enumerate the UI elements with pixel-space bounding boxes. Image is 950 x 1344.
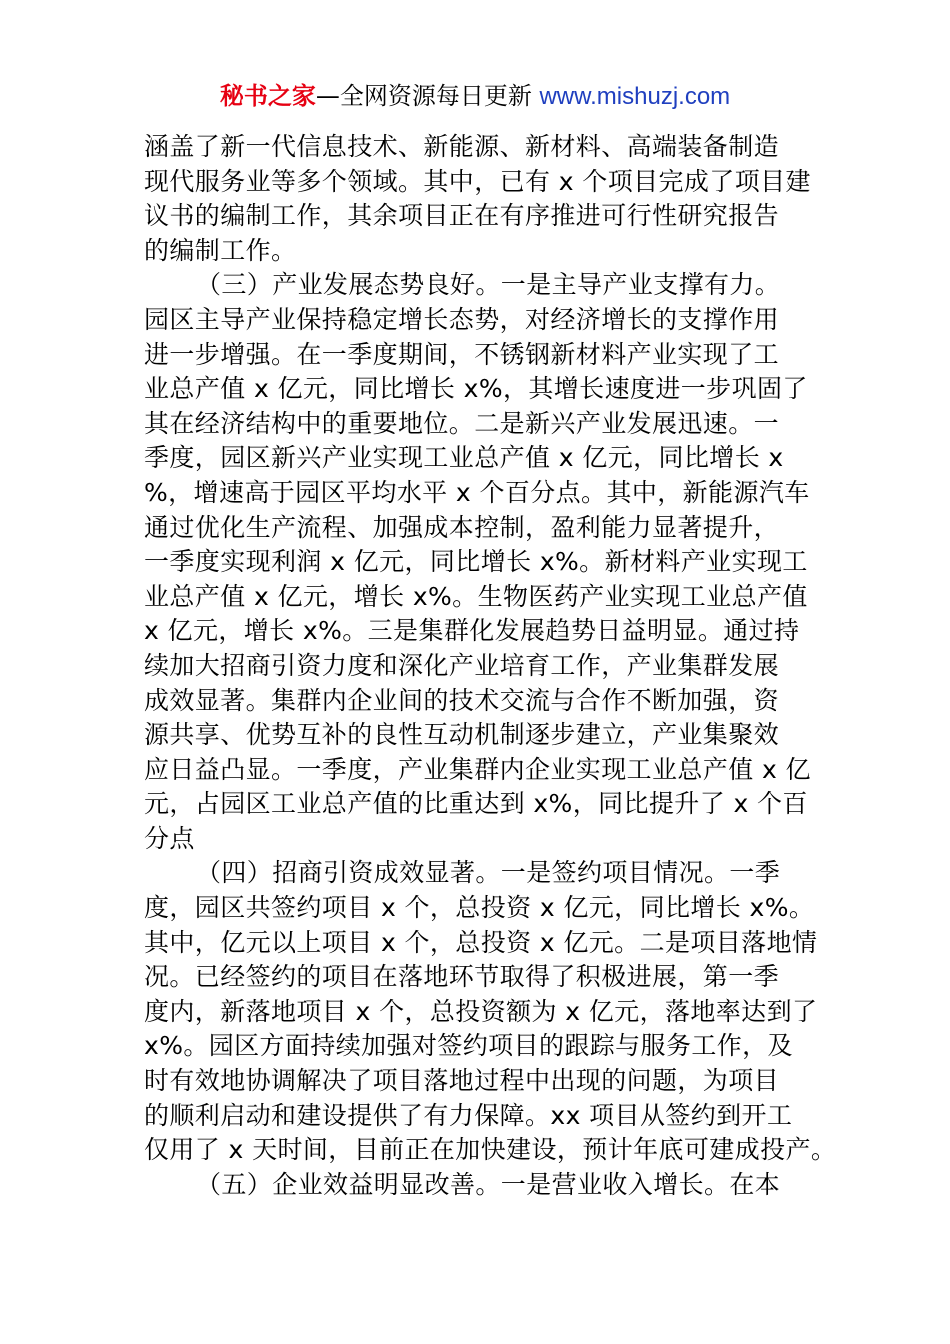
text-line: 其在经济结构中的重要地位。二是新兴产业发展迅速。一 — [144, 408, 780, 438]
site-url-link[interactable]: www.mishuzj.com — [539, 83, 731, 110]
text-line: 的顺利启动和建设提供了有力保障。xx 项目从签约到开工 — [144, 1100, 793, 1130]
section-heading-3: （三）产业发展态势良好。一是主导产业支撑有力。 — [196, 270, 781, 300]
section-heading-5: （五）企业效益明显改善。一是营业收入增长。在本 — [196, 1169, 781, 1199]
section-heading-4: （四）招商引资成效显著。一是签约项目情况。一季 — [196, 858, 781, 888]
text-line: 议书的编制工作，其余项目正在有序推进可行性研究报告 — [144, 201, 780, 231]
text-line: 季度，园区新兴产业实现工业总产值 x 亿元，同比增长 x — [144, 443, 784, 473]
site-header — [0, 80, 950, 113]
text-line: 分点 — [144, 823, 195, 853]
text-line: 通过优化生产流程、加强成本控制，盈利能力显著提升， — [144, 512, 780, 542]
text-line: 源共享、优势互补的良性互动机制逐步建立，产业集聚效 — [144, 720, 780, 750]
text-line: 时有效地协调解决了项目落地过程中出现的问题，为项目 — [144, 1066, 780, 1096]
text-line: 度内，新落地项目 x 个，总投资额为 x 亿元，落地率达到了 — [144, 996, 818, 1026]
text-line: 仅用了 x 天时间，目前正在加快建设，预计年底可建成投产。 — [144, 1135, 837, 1165]
body-text — [144, 130, 837, 1202]
text-line: 业总产值 x 亿元，同比增长 x%，其增长速度进一步巩固了 — [144, 374, 808, 404]
text-line: 现代服务业等多个领域。其中，已有 x 个项目完成了项目建 — [144, 166, 811, 196]
text-line: 应日益凸显。一季度，产业集群内企业实现工业总产值 x 亿 — [144, 754, 811, 784]
text-line: 况。已经签约的项目在落地环节取得了积极进展，第一季 — [144, 962, 780, 992]
text-line: 度，园区共签约项目 x 个，总投资 x 亿元，同比增长 x%。 — [144, 893, 815, 923]
text-line: 进一步增强。在一季度期间，不锈钢新材料产业实现了工 — [144, 339, 780, 369]
text-line: 成效显著。集群内企业间的技术交流与合作不断加强，资 — [144, 685, 780, 715]
text-line: 园区主导产业保持稳定增长态势，对经济增长的支撑作用 — [144, 304, 780, 334]
text-line: 涵盖了新一代信息技术、新能源、新材料、高端装备制造 — [144, 132, 780, 161]
text-line: 其中，亿元以上项目 x 个，总投资 x 亿元。二是项目落地情 — [144, 927, 818, 957]
text-line: 一季度实现利润 x 亿元，同比增长 x%。新材料产业实现工 — [144, 547, 808, 577]
text-line: x%。园区方面持续加强对签约项目的跟踪与服务工作，及 — [144, 1031, 793, 1061]
text-line: x 亿元，增长 x%。三是集群化发展趋势日益明显。通过持 — [144, 616, 800, 646]
text-line: 的编制工作。 — [144, 235, 297, 265]
text-line: 元，占园区工业总产值的比重达到 x%，同比提升了 x 个百 — [144, 789, 808, 819]
text-line: %，增速高于园区平均水平 x 个百分点。其中，新能源汽车 — [144, 477, 810, 507]
text-line: 业总产值 x 亿元，增长 x%。生物医药产业实现工业总产值 — [144, 581, 808, 611]
site-tagline: —全网资源每日更新 — [315, 82, 540, 110]
site-brand: 秘书之家 — [219, 82, 316, 110]
text-line: 续加大招商引资力度和深化产业培育工作，产业集群发展 — [144, 650, 780, 680]
